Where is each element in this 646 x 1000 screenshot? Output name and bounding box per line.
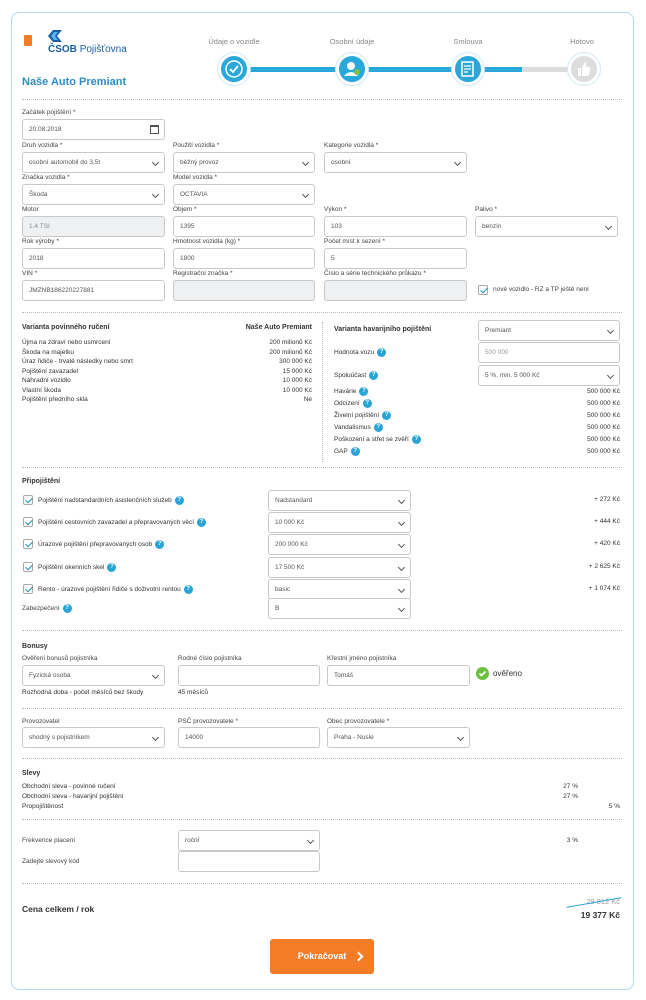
- hodnota-placeholder: 500 000: [485, 349, 509, 356]
- help-icon[interactable]: ?: [377, 348, 386, 357]
- pripoj-select-value: 17 500 Kč: [275, 563, 305, 571]
- znacka-value: Škoda: [29, 191, 48, 198]
- pripoj-select-value: 200 000 Kč: [275, 541, 308, 549]
- zabezpeceni-value: B: [275, 605, 280, 612]
- chevron-down-icon: [457, 734, 464, 741]
- zabezpeceni-select[interactable]: [268, 598, 411, 619]
- step-1-check-icon[interactable]: [218, 53, 250, 85]
- brand-logo-text: [48, 44, 127, 55]
- pripoj-price: + 272 Kč: [594, 496, 620, 503]
- kod-label: Zadejte slevový kód: [22, 858, 80, 865]
- pouziti-value: běžný provoz: [180, 159, 219, 166]
- total-old-price: [552, 897, 620, 906]
- chevron-down-icon: [152, 159, 159, 166]
- sleva-row-3-value: 5 %: [608, 803, 620, 810]
- zabezpeceni-label-text: Zabezpečení: [22, 605, 60, 613]
- pripoj-label: [38, 540, 164, 549]
- hav-row-value: 500 000 Kč: [587, 388, 620, 395]
- hodnota-label: [334, 348, 386, 357]
- pripoj-select[interactable]: [268, 534, 411, 555]
- provozovatel-value: shodný s pojistníkem: [29, 734, 90, 741]
- step-label-4: Hotovo: [570, 37, 594, 46]
- nove-vozidlo-label: nové vozidlo - RZ a TP ještě není: [493, 286, 589, 293]
- hav-row-value: 500 000 Kč: [587, 436, 620, 443]
- start-date-value: 20.08.2018: [29, 126, 62, 133]
- verified-check-icon: [476, 667, 489, 680]
- motor-label: Motor: [22, 206, 39, 213]
- chevron-down-icon: [152, 191, 159, 198]
- vin-label: VIN *: [22, 270, 38, 277]
- logo-csob: ČSOB: [48, 44, 77, 55]
- nove-vozidlo-checkbox[interactable]: [478, 285, 488, 295]
- lock-icon: [24, 35, 32, 46]
- start-date-input[interactable]: [22, 119, 165, 140]
- hav-row-value: 500 000 Kč: [587, 412, 620, 419]
- rok-label: Rok výroby *: [22, 238, 59, 245]
- objem-input[interactable]: 1395: [173, 216, 315, 237]
- divider: [22, 99, 622, 100]
- chevron-down-icon: [302, 191, 309, 198]
- help-icon[interactable]: ?: [63, 604, 72, 613]
- tp-input[interactable]: [324, 280, 467, 301]
- step-3-document-icon[interactable]: [452, 53, 484, 85]
- verified-label: ověřeno: [493, 669, 522, 678]
- spoluucast-label: [334, 371, 378, 380]
- form-card: [11, 12, 634, 990]
- page-title: Naše Auto Premiant: [22, 76, 127, 88]
- hav-row-label-text: Odcizení: [334, 400, 360, 408]
- help-icon[interactable]: ?: [363, 399, 372, 408]
- column-divider: [322, 322, 323, 462]
- jmeno-input[interactable]: Tomáš: [327, 665, 470, 686]
- zabezpeceni-label: [22, 604, 72, 613]
- help-icon[interactable]: ?: [107, 563, 116, 572]
- hav-row-label: [334, 399, 372, 408]
- pripoj-price: + 420 Kč: [594, 540, 620, 548]
- hav-row-label: [334, 447, 360, 456]
- hodnota-label-text: Hodnota vozu: [334, 349, 375, 357]
- pripoj-checkbox[interactable]: [23, 584, 33, 594]
- divider: [22, 819, 622, 820]
- pripoj-select[interactable]: [268, 557, 411, 578]
- spoluucast-value: 5 %, min. 5 000 Kč: [485, 372, 540, 379]
- pripoj-select[interactable]: [268, 579, 411, 600]
- pov-title: Varianta povinného ručení: [22, 324, 110, 331]
- pov-row-value: 10 000 Kč: [282, 386, 312, 394]
- slevy-title: Slevy: [22, 770, 41, 777]
- pov-row-value: 200 milionů Kč: [269, 339, 312, 346]
- pov-row-label: Úraz řidiče - trvalé následky nebo smrt: [22, 358, 133, 365]
- obec-value: Praha - Nusle: [334, 734, 374, 741]
- pripoj-checkbox[interactable]: [23, 517, 33, 527]
- pripoj-select[interactable]: [268, 512, 411, 533]
- pripoj-price: + 1 074 Kč: [588, 584, 620, 592]
- model-select[interactable]: [173, 184, 315, 205]
- hodnota-input[interactable]: [478, 342, 620, 363]
- znacka-label: Značka vozidla *: [22, 174, 70, 181]
- bonus-title: Bonusy: [22, 643, 48, 650]
- hav-row-label-text: Živelní pojištění: [334, 412, 380, 420]
- pov-row-value: 10 000 Kč: [282, 377, 312, 384]
- hav-row-value: 500 000 Kč: [587, 424, 620, 431]
- total-old-text: 29 812 Kč: [586, 897, 620, 906]
- spoluucast-label-text: Spoluúčast: [334, 372, 367, 380]
- continue-button-label: Pokračovat: [297, 951, 347, 961]
- provozovatel-select[interactable]: [22, 727, 165, 748]
- psc-label: PSČ provozovatele *: [178, 718, 238, 725]
- help-icon[interactable]: ?: [184, 585, 193, 594]
- tp-label: Číslo a série technického průkazu *: [324, 270, 426, 277]
- chevron-down-icon: [607, 372, 614, 379]
- pripoj-label: [38, 585, 193, 594]
- pripoj-label-text: Pojištění cestovních zavazadel a přepravovaných věcí: [38, 519, 195, 527]
- pouziti-label: Použití vozidla *: [173, 142, 220, 149]
- pov-row-label: Vlastní škoda: [22, 386, 62, 394]
- chevron-down-icon: [398, 541, 405, 548]
- pripoj-title: Připojištění: [22, 478, 61, 485]
- divider: [22, 630, 622, 631]
- divider: [22, 467, 622, 468]
- druh-label: Druh vozidla *: [22, 142, 63, 149]
- znacka-select[interactable]: [22, 184, 165, 205]
- help-icon[interactable]: ?: [197, 518, 206, 527]
- step-label-3: Smlouva: [453, 37, 483, 46]
- motor-input: 1.4 TSI: [22, 216, 165, 237]
- pripoj-checkbox[interactable]: [23, 495, 33, 505]
- hmotnost-input[interactable]: 1800: [173, 248, 315, 269]
- pripoj-select[interactable]: [268, 490, 411, 511]
- frekvence-select[interactable]: [178, 830, 320, 851]
- chevron-down-icon: [302, 159, 309, 166]
- pov-row-value: 15 000 Kč: [282, 367, 312, 375]
- spoluucast-select[interactable]: [478, 365, 620, 386]
- chevron-down-icon: [605, 223, 612, 230]
- pripoj-price: + 2 625 Kč: [588, 562, 620, 570]
- mist-label: Počet míst k sezení *: [324, 238, 386, 245]
- step-2-person-icon[interactable]: [336, 53, 368, 85]
- hav-row-label-text: Vandalismus: [334, 424, 371, 432]
- doba-label: Rozhodná doba - počet měsíců bez škody: [22, 689, 144, 696]
- chevron-down-icon: [398, 564, 405, 571]
- help-icon[interactable]: ?: [155, 540, 164, 549]
- continue-button[interactable]: [270, 939, 374, 974]
- pov-row-value: Ne: [303, 396, 312, 403]
- chevron-down-icon: [454, 159, 461, 166]
- overeni-value: Fyzická osoba: [29, 672, 71, 679]
- logo-pojistovna: Pojišťovna: [79, 44, 127, 55]
- pouziti-select[interactable]: [173, 152, 315, 173]
- palivo-value: benzín: [482, 223, 502, 230]
- sleva-row-3-label: Propojištěnost: [22, 803, 64, 810]
- sleva-row-1-label: Obchodní sleva - povinné ručení: [22, 783, 116, 790]
- step-label-2: Osobní údaje: [329, 37, 375, 46]
- psc-input[interactable]: 14000: [178, 727, 320, 748]
- sleva-row-2-value: 27 %: [563, 793, 578, 800]
- palivo-select[interactable]: [475, 216, 618, 237]
- pripoj-select-value: Nadstandard: [275, 497, 313, 504]
- pripoj-label: [38, 563, 116, 572]
- kategorie-label: Kategorie vozidla *: [324, 142, 379, 149]
- hav-row-value: 500 000 Kč: [587, 400, 620, 407]
- pripoj-label-text: Úrazové pojištění přepravovaných osob: [38, 541, 153, 549]
- obec-label: Obec provozovatele *: [327, 718, 390, 725]
- pov-row-label: Náhradní vozidlo: [22, 377, 71, 384]
- hav-variant-select[interactable]: [478, 320, 620, 341]
- mist-input[interactable]: 5: [324, 248, 467, 269]
- total-label: Cena celkem / rok: [22, 904, 95, 914]
- pripoj-label-text: Pojištění okenních skel: [38, 563, 105, 571]
- hmotnost-label: Hmotnost vozidla (kg) *: [173, 238, 241, 245]
- pripoj-price: + 444 Kč: [594, 518, 620, 526]
- frekvence-label: Frekvence placení: [22, 837, 76, 844]
- objem-label: Objem *: [173, 206, 197, 213]
- jmeno-label: Křestní jméno pojistníka: [327, 655, 397, 662]
- vykon-label: Výkon *: [324, 206, 347, 213]
- pov-variant: Naše Auto Premiant: [245, 324, 312, 331]
- pov-row-label: Škoda na majetku: [22, 348, 75, 356]
- pripoj-checkbox[interactable]: [23, 562, 33, 572]
- step-4-thumbs-up-icon[interactable]: [568, 53, 600, 85]
- help-icon[interactable]: ?: [382, 411, 391, 420]
- pov-row-value: 300 000 Kč: [279, 358, 312, 365]
- chevron-down-icon: [307, 837, 314, 844]
- chevron-down-icon: [607, 327, 614, 334]
- pov-row-label: Pojištění předního skla: [22, 396, 88, 403]
- hav-row-label: [334, 423, 383, 432]
- calendar-icon[interactable]: [150, 125, 159, 134]
- spz-input[interactable]: [173, 280, 315, 301]
- step-label-1: Údaje o vozidle: [208, 37, 260, 46]
- pripoj-label: [38, 496, 184, 505]
- divider: [22, 883, 622, 884]
- pripoj-checkbox[interactable]: [23, 539, 33, 549]
- csob-logo: [48, 30, 62, 42]
- chevron-down-icon: [152, 734, 159, 741]
- hav-title: Varianta havarijního pojištění: [334, 326, 432, 333]
- doba-value: 45 měsíců: [178, 689, 208, 696]
- hav-row-label: [334, 387, 368, 396]
- divider: [22, 758, 622, 759]
- help-icon[interactable]: ?: [412, 435, 421, 444]
- vin-input[interactable]: JMZNB186220227881: [22, 280, 165, 301]
- kod-input[interactable]: [178, 851, 320, 872]
- rc-input[interactable]: [178, 665, 320, 686]
- pripoj-label-text: Pojištění nadstandardních asistenčních služeb: [38, 497, 172, 505]
- help-icon[interactable]: ?: [351, 447, 360, 456]
- sleva-row-1-value: 27 %: [563, 783, 578, 790]
- pripoj-select-value: basic: [275, 585, 291, 593]
- model-value: OCTAVIA: [180, 191, 208, 198]
- vykon-input[interactable]: 103: [324, 216, 467, 237]
- overeni-label: Ověření bonusů pojistníka: [22, 655, 98, 662]
- pripoj-label: [38, 518, 206, 527]
- chevron-down-icon: [398, 605, 405, 612]
- chevron-right-icon: [354, 952, 364, 962]
- pov-row-value: 200 milionů Kč: [269, 348, 312, 356]
- chevron-down-icon: [398, 519, 405, 526]
- rc-label: Rodné číslo pojistníka: [178, 655, 242, 662]
- kategorie-value: osobní: [331, 159, 351, 166]
- pripoj-label-text: Rento - úrazové pojištění řidiče s doživotní rentou: [38, 586, 181, 594]
- hav-row-label-text: Havárie: [334, 388, 357, 396]
- model-label: Model vozidla *: [173, 174, 218, 181]
- druh-value: osobní automobil do 3,5t: [29, 159, 101, 166]
- help-icon[interactable]: ?: [369, 371, 378, 380]
- obec-select[interactable]: [327, 727, 470, 748]
- chevron-down-icon: [152, 672, 159, 679]
- hav-variant-value: Premiant: [485, 327, 512, 334]
- total-new-price: 19 377 Kč: [580, 910, 620, 920]
- help-icon[interactable]: ?: [374, 423, 383, 432]
- chevron-down-icon: [398, 586, 405, 593]
- divider: [22, 708, 622, 709]
- start-label: Začátek pojištění *: [22, 109, 76, 116]
- chevron-down-icon: [398, 497, 405, 504]
- pov-row-label: Újma na zdraví nebo usmrcení: [22, 339, 111, 346]
- frekvence-value: roční: [185, 837, 200, 844]
- overeni-select[interactable]: [22, 665, 165, 686]
- hav-row-label-text: GAP: [334, 448, 348, 456]
- spz-label: Registrační značka *: [173, 270, 233, 277]
- hav-row-value: 500 000 Kč: [587, 448, 620, 455]
- druh-select[interactable]: [22, 152, 165, 173]
- kategorie-select[interactable]: [324, 152, 467, 173]
- hav-row-label: [334, 435, 421, 444]
- hav-row-label: [334, 411, 391, 420]
- pripoj-select-value: 10 000 Kč: [275, 519, 305, 527]
- frekvence-pct: 3 %: [566, 837, 578, 844]
- pov-row-label: Pojištění zavazadel: [22, 367, 79, 375]
- divider: [22, 312, 622, 313]
- hav-row-label-text: Poškození a střet se zvěří: [334, 436, 409, 444]
- provozovatel-label: Provozovatel: [22, 718, 60, 725]
- palivo-label: Palivo *: [475, 206, 498, 213]
- sleva-row-2-label: Obchodní sleva - havarijní pojištění: [22, 793, 124, 800]
- help-icon[interactable]: ?: [175, 496, 184, 505]
- rok-input[interactable]: 2018: [22, 248, 165, 269]
- help-icon[interactable]: ?: [359, 387, 368, 396]
